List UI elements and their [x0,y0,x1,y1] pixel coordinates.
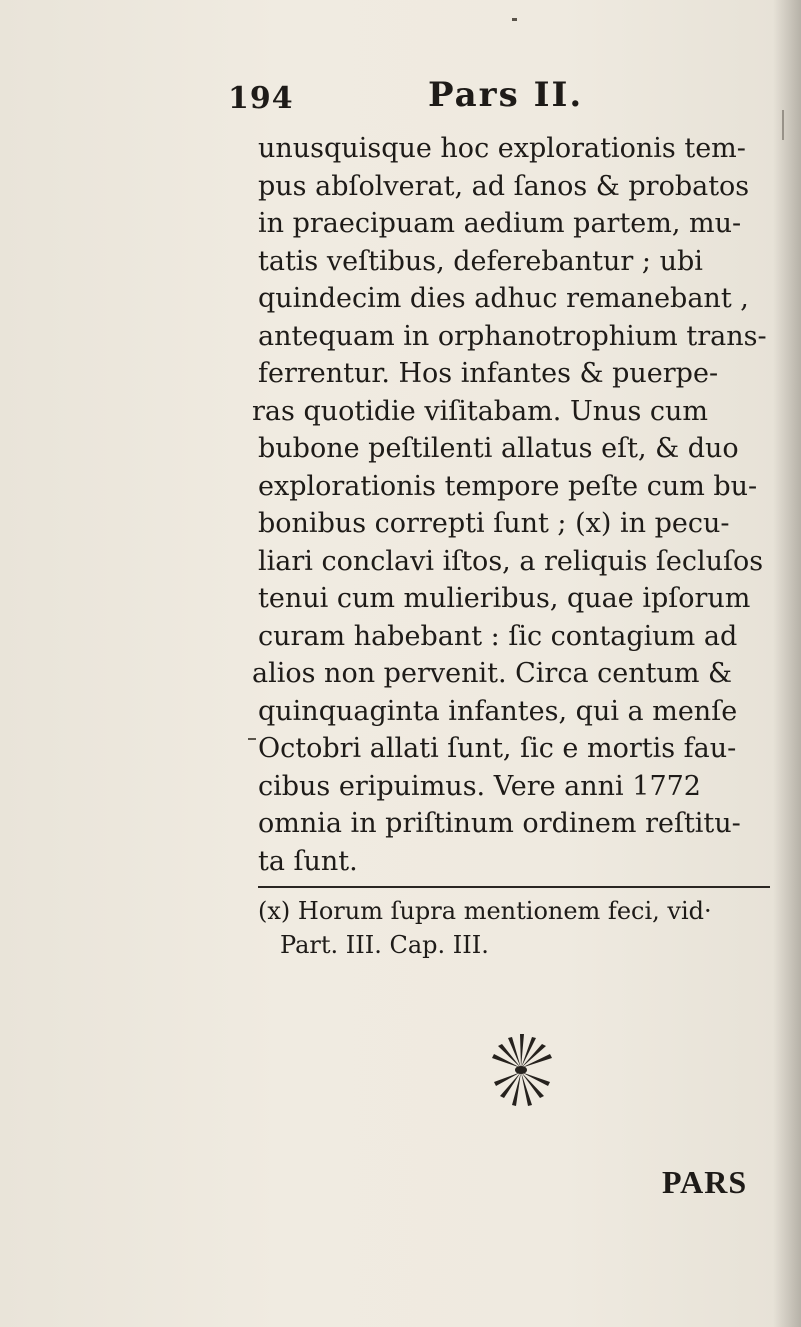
page-header [228,75,628,125]
text-line: explorationis tempore peſte cum bu- [258,470,758,502]
text-line: in praecipuam aedium partem, mu- [258,208,742,239]
text-line: ferrentur. Hos infantes & puerpe- [258,358,719,389]
text-line: bonibus correpti ſunt ; (x) in pecu- [258,508,730,539]
text-line: ta ſunt. [258,845,358,877]
ink-speck [248,738,256,740]
footnote [258,894,778,962]
footnote-line: Part. III. Cap. III. [280,931,489,959]
text-line: bubone peſtilenti allatus eſt, & duo [258,433,739,464]
text-line: quinquaginta infantes, qui a menſe [258,695,738,727]
running-head: Pars II. [428,75,584,115]
catchword: PARS [662,1164,748,1200]
ink-speck [512,18,517,21]
text-line: tenui cum mulieribus, quae ipſorum [258,583,751,614]
text-line: unusquisque hoc explorationis tem- [258,133,746,164]
text-line: cibus eripuimus. Vere anni 1772 [258,770,701,802]
text-line: liari conclavi iſtos, a reliquis ſecluſos [258,545,764,577]
footnote-rule [258,886,770,888]
text-line: antequam in orphanotrophium trans- [258,320,767,352]
text-line: pus abſolverat, ad ſanos & probatos [258,170,750,202]
footnote-line: (x) Horum ſupra mentionem feci, vid· [258,897,712,925]
text-line: curam habebant : ſic contagium ad [258,620,738,652]
text-line: omnia in priſtinum ordinem reſtitu- [258,808,741,839]
printers-flower-ornament-icon [478,1032,564,1108]
page-number: 194 [228,81,294,116]
text-line: alios non pervenit. Circa centum & [252,658,733,689]
text-line: ras quotidie viſitabam. Unus cum [252,395,709,427]
body-text [252,130,778,880]
text-line: quindecim dies adhuc remanebant , [258,283,749,314]
text-line: tatis veſtibus, deferebantur ; ubi [258,245,703,277]
text-line: Octobri allati ſunt, ſic e mortis fau- [258,733,737,764]
ink-speck [782,110,784,140]
